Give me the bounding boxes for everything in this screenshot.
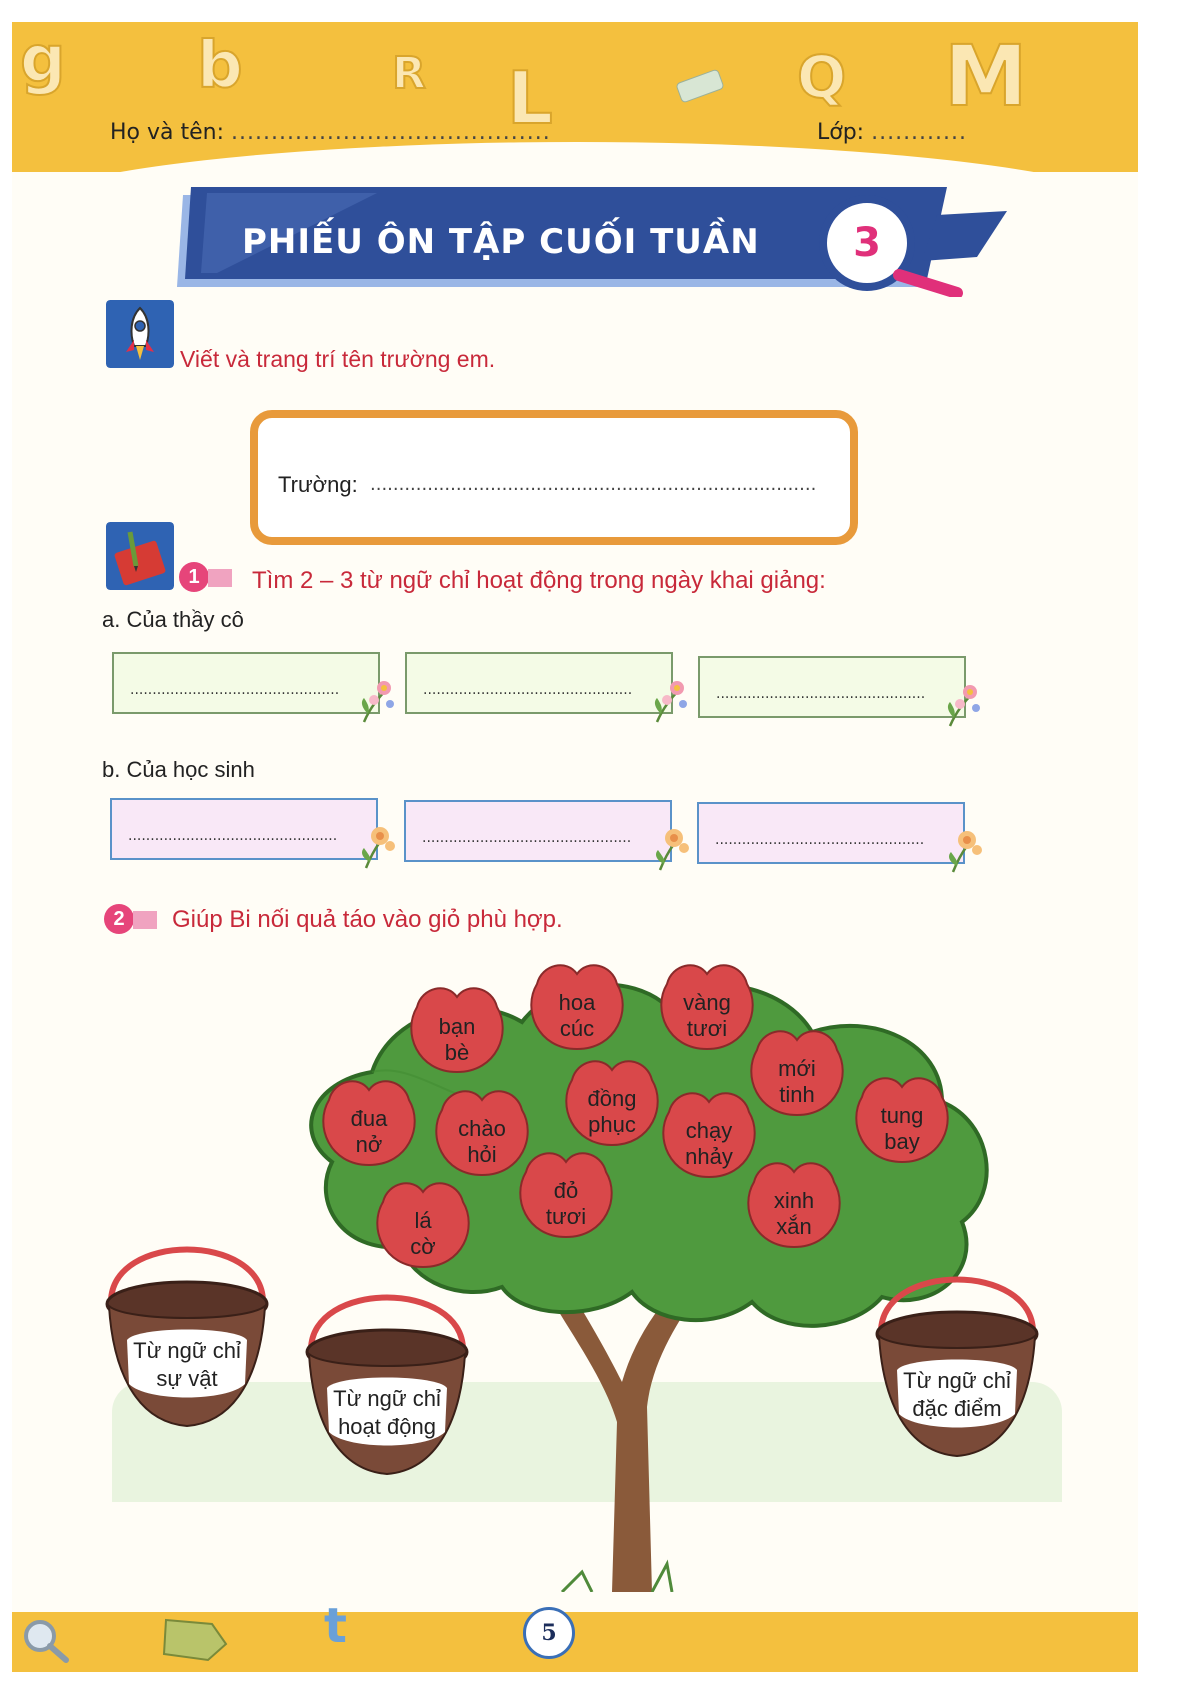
apple-label: phục: [588, 1112, 636, 1137]
apple-label: tươi: [686, 1016, 728, 1041]
apple-label: chào: [458, 1116, 506, 1141]
flower-icon: [940, 672, 986, 728]
apple-label: cờ: [410, 1234, 436, 1259]
flower-icon: [647, 668, 693, 724]
card-icon: [162, 1614, 232, 1664]
school-instruction: Viết và trang trí tên trường em.: [180, 346, 496, 372]
school-label: Trường:: [278, 472, 358, 497]
name-dots: ........................................: [231, 120, 551, 145]
apple[interactable]: [520, 1153, 611, 1237]
class-dots: ............: [871, 120, 968, 145]
apple-label: lá: [414, 1208, 432, 1233]
answer-box-b3[interactable]: [697, 802, 965, 864]
answer-dots: ...............................................: [716, 686, 926, 702]
flower-icon: [646, 816, 692, 872]
flower-icon: [352, 814, 398, 870]
apple-label: tung: [880, 1103, 924, 1128]
basket-label: Từ ngữ chỉ: [333, 1386, 441, 1411]
answer-box-a1[interactable]: [112, 652, 380, 714]
apple-label: hoa: [558, 990, 596, 1015]
apple-label: chạy: [685, 1118, 733, 1143]
exercise-1-part-a: a. Của thầy cô: [102, 607, 244, 632]
flower-icon: [354, 668, 400, 724]
apple[interactable]: [566, 1061, 657, 1145]
worksheet-number: 3: [853, 220, 881, 266]
apple[interactable]: [377, 1183, 468, 1267]
apple[interactable]: [748, 1163, 839, 1247]
decor-letter: R: [392, 48, 426, 99]
apple-label: bạn: [438, 1014, 476, 1039]
name-field[interactable]: [110, 120, 551, 145]
apple-label: tinh: [779, 1082, 815, 1107]
tape-icon: [672, 68, 732, 108]
basket-things[interactable]: [97, 1222, 277, 1442]
answer-dots: ...............................................: [423, 682, 633, 698]
decor-letter: L: [507, 56, 553, 140]
notebook-pencil-icon: [106, 522, 174, 590]
apple-label: đồng: [587, 1086, 637, 1111]
title-banner: [177, 187, 1012, 297]
apple-label: bè: [444, 1040, 470, 1065]
decor-letter: g: [20, 23, 66, 97]
exercise-1-part-b: b. Của học sinh: [102, 757, 255, 782]
answer-dots: ...............................................: [130, 682, 340, 698]
class-field[interactable]: [817, 120, 967, 145]
apple-label: xắn: [776, 1214, 812, 1239]
exercise-1-badge: 1: [179, 562, 209, 592]
apple-label: đua: [350, 1106, 388, 1131]
flower-icon: [939, 818, 985, 874]
apple-label: vàng: [683, 990, 731, 1015]
basket-traits[interactable]: [867, 1252, 1047, 1472]
apple-label: bay: [884, 1129, 920, 1154]
apple-label: hỏi: [467, 1142, 497, 1167]
apple[interactable]: [663, 1093, 754, 1177]
worksheet: [12, 22, 1138, 1672]
page-title: PHIẾU ÔN TẬP CUỐI TUẦN: [242, 222, 760, 262]
basket-label: sự vật: [156, 1366, 218, 1391]
exercise-2-badge: 2: [104, 904, 134, 934]
decor-letter: Q: [797, 43, 847, 111]
apple[interactable]: [323, 1081, 414, 1165]
exercise-1-badge-tail: [208, 569, 232, 587]
exercise-1-instruction: Tìm 2 – 3 từ ngữ chỉ hoạt động trong ngày khai giảng:: [252, 567, 826, 594]
answer-box-b1[interactable]: [110, 798, 378, 860]
apple-label: đỏ: [553, 1178, 579, 1203]
school-dots: ..............................................................................: [370, 474, 817, 495]
answer-dots: ...............................................: [715, 832, 925, 848]
answer-dots: ...............................................: [128, 828, 338, 844]
basket-label: đặc điểm: [912, 1396, 1002, 1421]
exercise-2-badge-tail: [133, 911, 157, 929]
apple[interactable]: [436, 1091, 527, 1175]
decor-letter: b: [197, 29, 243, 103]
basket-label: Từ ngữ chỉ: [903, 1368, 1011, 1393]
apple-label: nhảy: [685, 1144, 733, 1169]
school-name-box[interactable]: [250, 410, 858, 545]
answer-box-b2[interactable]: [404, 800, 672, 862]
page-number: 5: [523, 1607, 575, 1659]
decor-letter: M: [944, 27, 1028, 125]
answer-dots: ...............................................: [422, 830, 632, 846]
magnifier-icon: [18, 1614, 78, 1664]
apple-label: mới: [778, 1056, 816, 1081]
decor-letter: t: [324, 1598, 347, 1654]
apple[interactable]: [531, 965, 622, 1049]
rocket-icon: [106, 300, 174, 368]
apple[interactable]: [856, 1078, 947, 1162]
apple-label: cúc: [559, 1016, 595, 1041]
apple-label: nở: [355, 1132, 383, 1157]
class-label: Lớp:: [817, 120, 865, 145]
answer-box-a2[interactable]: [405, 652, 673, 714]
basket-label: hoạt động: [338, 1414, 436, 1439]
apple[interactable]: [661, 965, 752, 1049]
apple-label: tươi: [545, 1204, 587, 1229]
basket-actions[interactable]: [297, 1270, 477, 1490]
answer-box-a3[interactable]: [698, 656, 966, 718]
basket-label: Từ ngữ chỉ: [133, 1338, 241, 1363]
apple[interactable]: [411, 988, 502, 1072]
apple[interactable]: [751, 1031, 842, 1115]
exercise-2-instruction: Giúp Bi nối quả táo vào giỏ phù hợp.: [172, 906, 563, 933]
apple-label: xinh: [773, 1188, 815, 1213]
name-label: Họ và tên:: [110, 120, 225, 145]
